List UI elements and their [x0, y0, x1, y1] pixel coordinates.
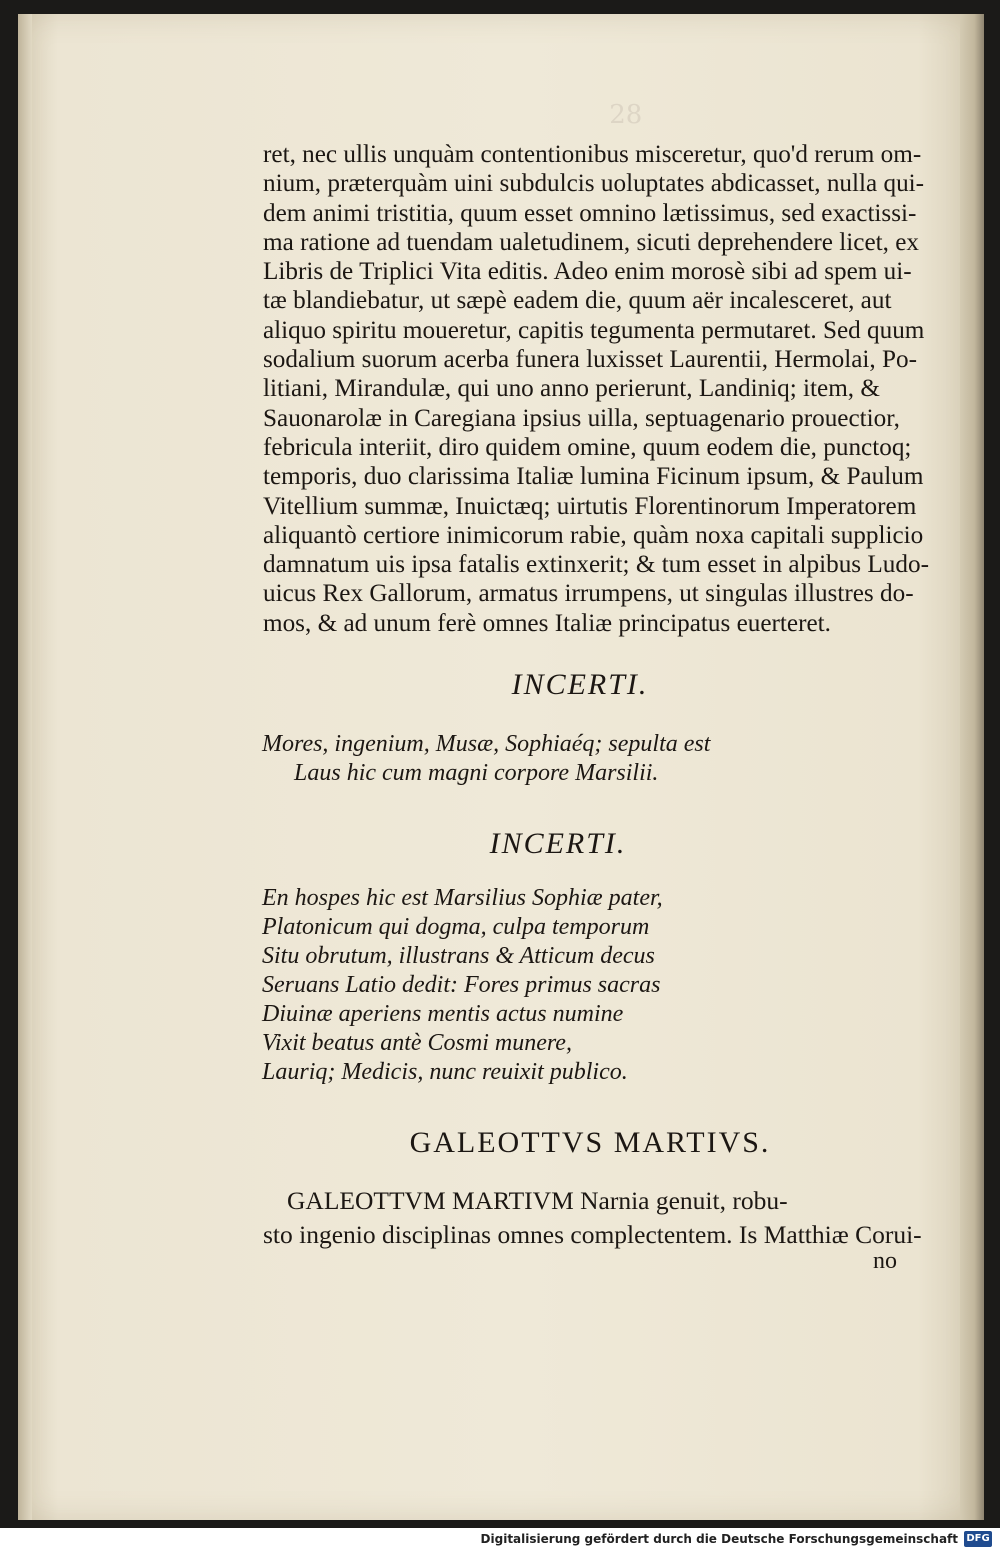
footer-bar	[0, 1528, 1000, 1551]
text-line: sto ingenio disciplinas omnes complectentem. Is Matthiæ Corui-	[263, 1220, 922, 1249]
text-line: nium, præterquàm uini subdulcis uoluptates abdicasset, nulla qui-	[263, 170, 925, 198]
text-line: ret, nec ullis unquàm contentionibus misceretur, quo'd rerum om-	[263, 141, 922, 168]
funding-credit: Digitalisierung gefördert durch die Deutsche Forschungsgemeinschaft	[480, 1532, 958, 1546]
verse-line: Platonicum qui dogma, culpa temporum	[262, 914, 650, 940]
catchword: no	[873, 1248, 897, 1274]
verse-line: Situ obrutum, illustrans & Atticum decus	[262, 943, 655, 969]
text-line: Sauonarolæ in Caregiana ipsius uilla, septuagenario prouectior,	[263, 404, 900, 432]
text-line: litiani, Mirandulæ, qui uno anno perierunt, Landiniq; item, &	[263, 375, 880, 403]
verse-line: Vixit beatus antè Cosmi munere,	[262, 1030, 572, 1056]
text-line: aliquo spiritu moueretur, capitis tegumenta permutaret. Sed quum	[263, 316, 925, 344]
text-line: uicus Rex Gallorum, armatus irrumpens, ut singulas illustres do-	[263, 580, 914, 608]
verse-line: Laus hic cum magni corpore Marsilii.	[294, 760, 659, 786]
text-line: GALEOTTVM MARTIVM Narnia genuit, robu-	[287, 1186, 788, 1215]
text-line: dem animi tristitia, quum esset omnino lætissimus, sed exactissi-	[263, 199, 917, 227]
verse-line: Seruans Latio dedit: Fores primus sacras	[262, 972, 661, 998]
heading-incerti-2: INCERTI.	[489, 827, 627, 860]
dfg-logo: DFG	[964, 1531, 992, 1547]
page-gutter-shadow	[18, 14, 32, 1520]
verse-line: Lauriq; Medicis, nunc reuixit publico.	[262, 1059, 628, 1085]
verse-line: Diuinæ aperiens mentis actus numine	[262, 1001, 624, 1027]
text-line: temporis, duo clarissima Italiæ lumina Ficinum ipsum, & Paulum	[263, 463, 924, 491]
heading-incerti-1: INCERTI.	[511, 668, 649, 701]
text-line: damnatum uis ipsa fatalis extinxerit; & tum esset in alpibus Ludo-	[263, 551, 929, 579]
verse-line: Mores, ingenium, Musæ, Sophiaéq; sepulta est	[262, 731, 711, 757]
text-line: sodalium suorum acerba funera luxisset Laurentii, Hermolai, Po-	[263, 346, 917, 374]
text-line: mos, & ad unum ferè omnes Italiæ principatus euerteret.	[263, 609, 831, 637]
text-line: tæ blandiebatur, ut sæpè eadem die, quum aër incalesceret, aut	[263, 287, 892, 315]
page-fore-edge	[960, 14, 984, 1520]
intro-text	[263, 1184, 922, 1252]
body-text	[263, 140, 929, 638]
heading-galeottus: GALEOTTVS MARTIVS.	[409, 1126, 771, 1159]
text-line: febricula interiit, diro quidem omine, quum eodem die, punctoq;	[263, 433, 912, 461]
text-line: Libris de Triplici Vita editis. Adeo enim morosè sibi ad spem ui-	[263, 258, 912, 286]
epitaph-1	[262, 730, 862, 788]
epitaph-2	[262, 884, 862, 1087]
verse-line: En hospes hic est Marsilius Sophiæ pater,	[262, 885, 663, 911]
text-line: aliquantò certiore inimicorum rabie, quàm noxa capitali supplicio	[263, 521, 924, 549]
text-line: Vitellium summæ, Inuictæq; uirtutis Florentinorum Imperatorem	[263, 492, 917, 520]
text-line: ma ratione ad tuendam ualetudinem, sicuti deprehendere licet, ex	[263, 228, 920, 256]
